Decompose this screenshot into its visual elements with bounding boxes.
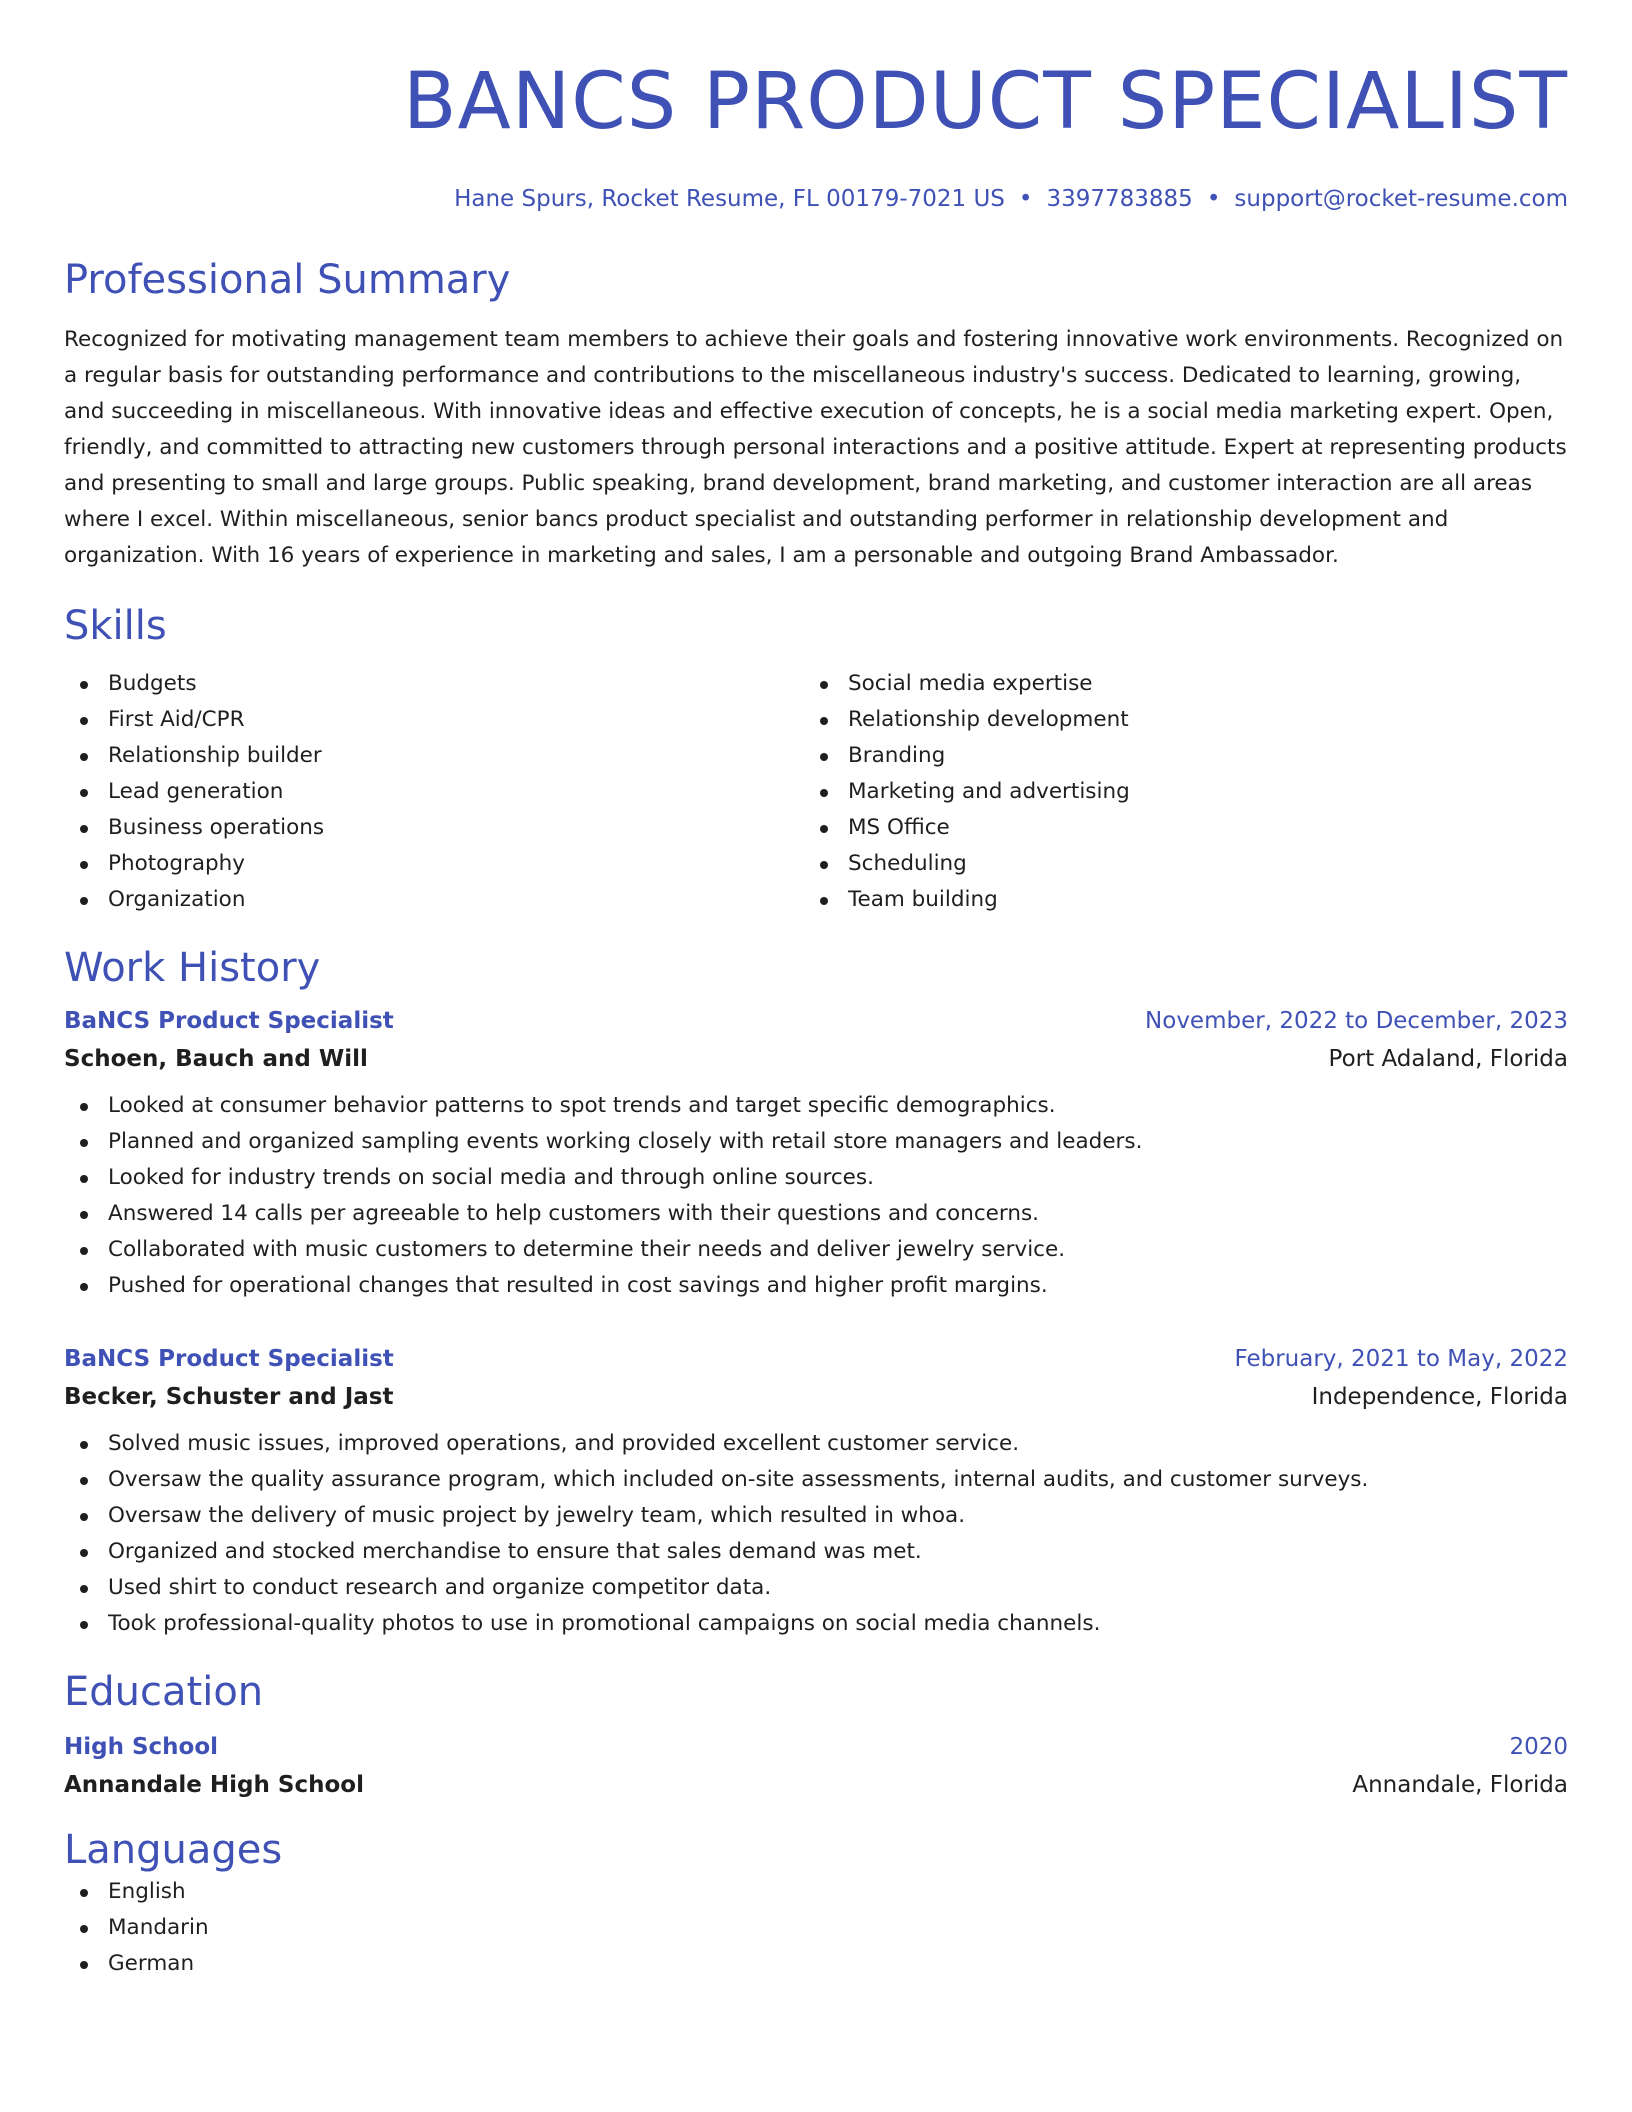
job-bullets (64, 1088, 1568, 1304)
job-company: Becker, Schuster and Jast (64, 1384, 394, 1410)
skill-item: MS Office (804, 810, 1544, 846)
job-bullet: Collaborated with music customers to determine their needs and deliver jewelry service. (64, 1232, 1568, 1268)
skill-item: Lead generation (64, 774, 804, 810)
skill-item: Budgets (64, 666, 804, 702)
job-bullet: Organized and stocked merchandise to ensure that sales demand was met. (64, 1534, 1568, 1570)
job-title: BaNCS Product Specialist (64, 1346, 394, 1372)
skill-item: Business operations (64, 810, 804, 846)
job-company: Schoen, Bauch and Will (64, 1046, 368, 1072)
work-history-heading: Work History (64, 945, 321, 991)
skill-item: Relationship builder (64, 738, 804, 774)
contact-email: support@rocket-resume.com (1234, 186, 1568, 212)
skill-item: Organization (64, 882, 804, 918)
resume-name: BANCS PRODUCT SPECIALIST (403, 57, 1568, 147)
summary-heading: Professional Summary (64, 257, 511, 303)
job-location: Independence, Florida (1311, 1384, 1568, 1410)
job-bullet: Oversaw the delivery of music project by jewelry team, which resulted in whoa. (64, 1498, 1568, 1534)
skill-item: Scheduling (804, 846, 1544, 882)
job-entry (64, 1006, 1568, 1304)
education-entry (64, 1732, 1568, 1800)
job-company-row (64, 1382, 1568, 1412)
skills-columns (64, 666, 1568, 918)
summary-text: Recognized for motivating management team members to achieve their goals and fostering innovative work environments. Recognized on a regular basis for outstanding performance and contributions to the miscellaneous industry's success. Dedicated to learning, growing, and succeeding in miscellaneous. With innovative ideas and effective execution of concepts, he is a social media marketing expert. Open, friendly, and committed to attracting new customers through personal interactions and a positive attitude. Expert at representing products and presenting to small and large groups. Public speaking, brand development, brand marketing, and customer interaction are all areas where I excel. Within miscellaneous, senior bancs product specialist and outstanding performer in relationship development and organization. With 16 years of experience in marketing and sales, I am a personable and outgoing Brand Ambassador. (64, 327, 1567, 568)
job-bullet: Solved music issues, improved operations, and provided excellent customer service. (64, 1426, 1568, 1462)
job-bullet: Looked for industry trends on social media and through online sources. (64, 1160, 1568, 1196)
skill-item: Relationship development (804, 702, 1544, 738)
language-item: Mandarin (64, 1910, 1568, 1946)
language-item: English (64, 1874, 1568, 1910)
skill-item: Team building (804, 882, 1544, 918)
job-bullet: Planned and organized sampling events working closely with retail store managers and leaders. (64, 1124, 1568, 1160)
job-bullets (64, 1426, 1568, 1642)
skills-list-left (64, 666, 804, 918)
contact-address: Hane Spurs, Rocket Resume, FL 00179-7021 US (454, 186, 1005, 212)
contact-separator: • (1018, 186, 1033, 212)
job-dates: November, 2022 to December, 2023 (1145, 1008, 1568, 1034)
skills-list-right (804, 666, 1544, 918)
education-year: 2020 (1509, 1734, 1568, 1760)
job-entry (64, 1344, 1568, 1642)
job-bullet: Looked at consumer behavior patterns to spot trends and target specific demographics. (64, 1088, 1568, 1124)
skill-item: Branding (804, 738, 1544, 774)
skill-item: First Aid/CPR (64, 702, 804, 738)
education-degree: High School (64, 1734, 219, 1760)
job-title: BaNCS Product Specialist (64, 1008, 394, 1034)
education-header-row (64, 1732, 1568, 1762)
job-bullet: Pushed for operational changes that resulted in cost savings and higher profit margins. (64, 1268, 1568, 1304)
job-dates: February, 2021 to May, 2022 (1234, 1346, 1568, 1372)
job-bullet: Oversaw the quality assurance program, which included on-site assessments, internal audits, and customer surveys. (64, 1462, 1568, 1498)
job-header-row (64, 1344, 1568, 1374)
job-company-row (64, 1044, 1568, 1074)
job-bullet: Used shirt to conduct research and organize competitor data. (64, 1570, 1568, 1606)
contact-phone: 3397783885 (1046, 186, 1193, 212)
job-header-row (64, 1006, 1568, 1036)
language-item: German (64, 1946, 1568, 1982)
skill-item: Marketing and advertising (804, 774, 1544, 810)
languages-list (64, 1874, 1568, 1982)
contact-line (64, 184, 1568, 214)
education-location: Annandale, Florida (1352, 1772, 1568, 1798)
job-bullet: Took professional-quality photos to use in promotional campaigns on social media channels. (64, 1606, 1568, 1642)
contact-separator: • (1206, 186, 1221, 212)
skill-item: Social media expertise (804, 666, 1544, 702)
job-bullet: Answered 14 calls per agreeable to help customers with their questions and concerns. (64, 1196, 1568, 1232)
education-school-row (64, 1770, 1568, 1800)
skills-heading: Skills (64, 603, 167, 649)
job-location: Port Adaland, Florida (1328, 1046, 1568, 1072)
languages-heading: Languages (64, 1827, 283, 1873)
education-heading: Education (64, 1669, 264, 1715)
skill-item: Photography (64, 846, 804, 882)
education-school: Annandale High School (64, 1772, 364, 1798)
